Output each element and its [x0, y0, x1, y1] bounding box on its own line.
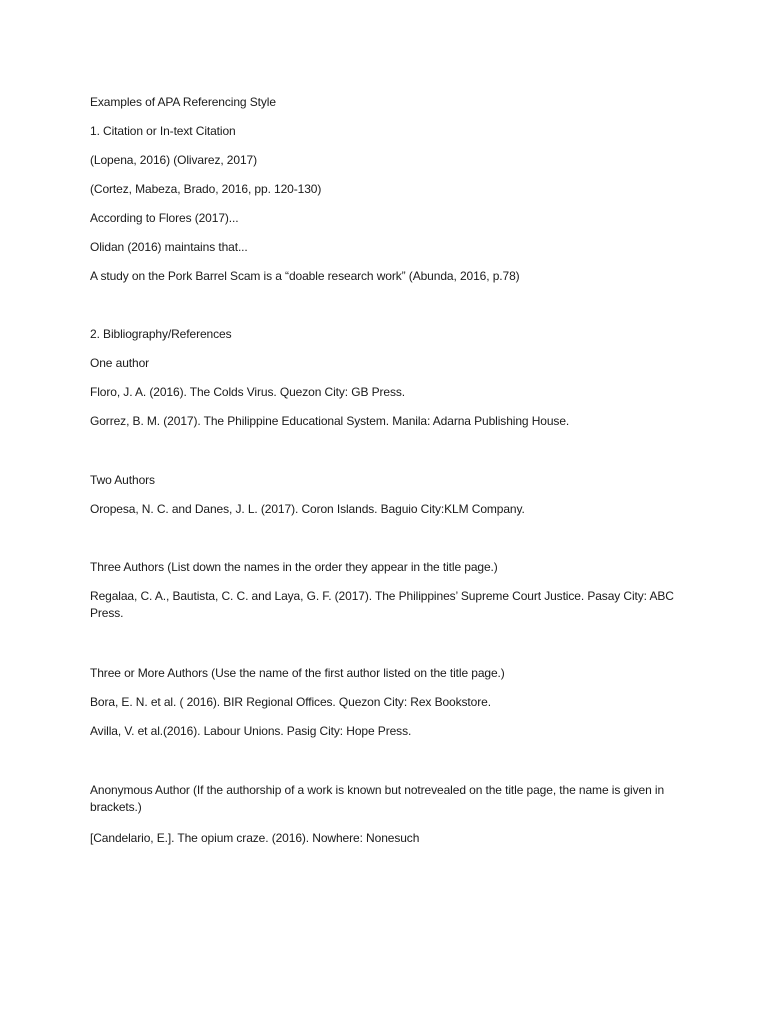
citation-example: (Lopena, 2016) (Olivarez, 2017)	[90, 153, 257, 167]
three-or-more-authors-heading: Three or More Authors (Use the name of the first author listed on the title page.)	[90, 666, 505, 680]
citation-section-heading: 1. Citation or In-text Citation	[90, 124, 236, 138]
reference-entry: Oropesa, N. C. and Danes, J. L. (2017). Coron Islands. Baguio City:KLM Company.	[90, 502, 525, 516]
document-title: Examples of APA Referencing Style	[90, 95, 276, 109]
bibliography-section-heading: 2. Bibliography/References	[90, 327, 232, 341]
citation-example: Olidan (2016) maintains that...	[90, 240, 248, 254]
reference-entry: Bora, E. N. et al. ( 2016). BIR Regional Offices. Quezon City: Rex Bookstore.	[90, 695, 491, 709]
reference-entry: [Candelario, E.]. The opium craze. (2016). Nowhere: Nonesuch	[90, 831, 420, 845]
reference-entry: Gorrez, B. M. (2017). The Philippine Educational System. Manila: Adarna Publishing House.	[90, 414, 570, 428]
two-authors-heading: Two Authors	[90, 473, 155, 487]
citation-example: According to Flores (2017)...	[90, 211, 239, 225]
three-authors-heading: Three Authors (List down the names in the order they appear in the title page.)	[90, 560, 498, 574]
citation-example: A study on the Pork Barrel Scam is a “doable research work” (Abunda, 2016, p.78)	[90, 269, 520, 283]
one-author-heading: One author	[90, 356, 150, 370]
reference-entry: Regalaa, C. A., Bautista, C. C. and Laya, G. F. (2017). The Philippines’ Supreme Court Justice. Pasay City: ABC Press.	[90, 589, 674, 620]
citation-example: (Cortez, Mabeza, Brado, 2016, pp. 120-130)	[90, 182, 322, 196]
reference-entry: Floro, J. A. (2016). The Colds Virus. Quezon City: GB Press.	[90, 385, 406, 399]
reference-entry: Avilla, V. et al.(2016). Labour Unions. Pasig City: Hope Press.	[90, 724, 412, 738]
anonymous-author-heading: Anonymous Author (If the authorship of a work is known but notrevealed on the title page, the name is given in brackets.)	[90, 783, 665, 814]
